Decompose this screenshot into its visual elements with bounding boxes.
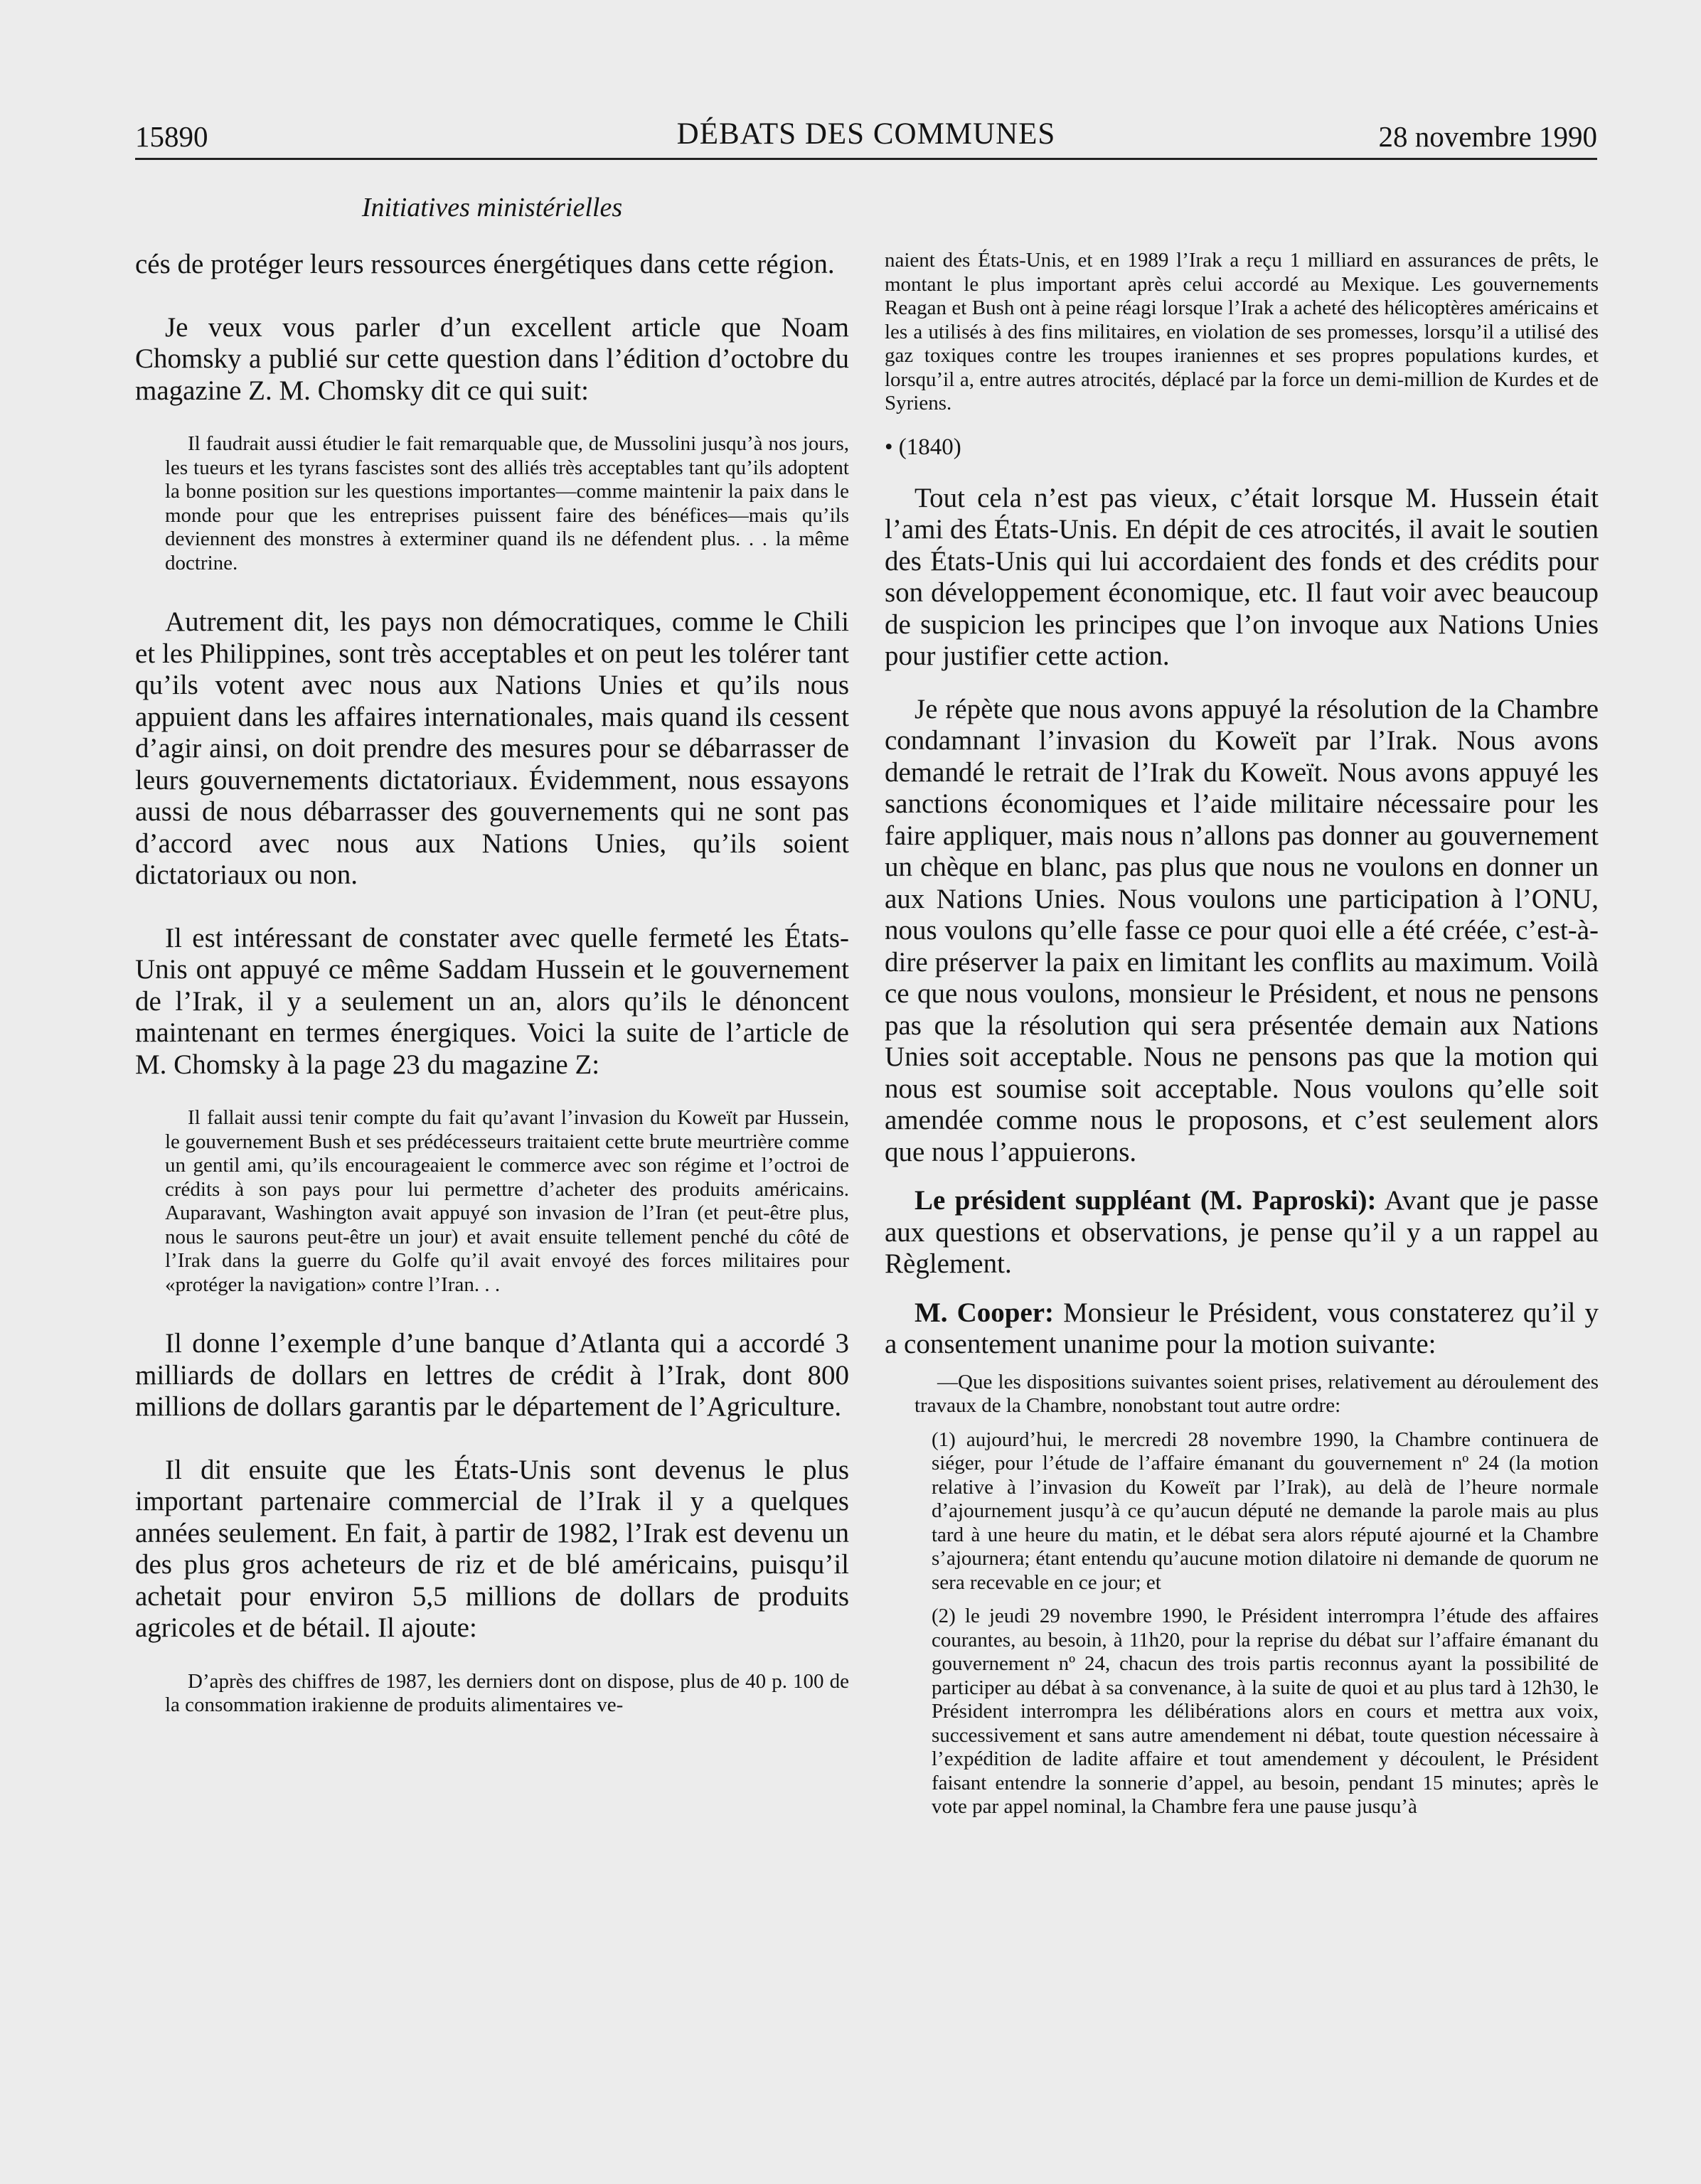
block-quote xyxy=(135,1106,849,1297)
quote-text: Il fallait aussi tenir compte du fait qu’avant l’invasion du Koweït par Hussein, le gouvernement Bush et ses prédécesseurs traitaient cette brute meurtrière comme un gentil ami, qu’ils encourageaient le commerce avec son régime et l’octroi de crédits à son pays pour lui permettre d’acheter des produits américains. Auparavant, Washington avait appuyé son invasion de l’Iran (et peut-être plus, nous le saurons peut-être un jour) et avait ensuite tellement penché du côté de l’Irak dans la guerre du Golfe qu’il avait envoyé des forces militaires pour «protéger la navigation» contre l’Iran. . . xyxy=(165,1106,849,1296)
paragraph: Autrement dit, les pays non démocratiques, comme le Chili et les Philippines, sont très acceptables et on peut les tolérer tant qu’ils votent avec nous aux Nations Unies et qu’ils nous appuient dans les affaires internationales, mais quand ils cessent d’agir ainsi, on doit prendre des mesures pour se débarrasser de leurs gouvernements dictatoriaux. Évidemment, nous essayons aussi de nous débarrasser des gouvernements qui ne sont pas d’accord avec nous aux Nations Unies, qu’ils soient dictatoriaux ou non. xyxy=(135,606,849,890)
motion-intro xyxy=(885,1371,1599,1418)
paragraph: Tout cela n’est pas vieux, c’était lorsque M. Hussein était l’ami des États-Unis. En dépit de ces atrocités, il avait le soutien des États-Unis qui lui accordaient des fonds et des crédits pour son développement économique, etc. Il faut voir avec beaucoup de suspicion les principes que l’on invoque aux Nations Unies pour justifier cette action. xyxy=(885,482,1599,671)
quote-text: —Que les dispositions suivantes soient prises, relativement au déroulement des travaux de la Chambre, nonobstant tout autre ordre: xyxy=(915,1370,1599,1417)
block-quote-continued: naient des États-Unis, et en 1989 l’Irak a reçu 1 milliard en assurances de prêts, le montant le plus important après celui accordé au Mexique. Les gouvernements Reagan et Bush ont à peine réagi lorsque l’Irak a acheté des hélicoptères américains et les a utilisés à des fins militaires, en violation de ses promesses, lorsqu’il a utilisé des gaz toxiques contre les troupes iraniennes et ses propres populations kurdes, et lorsqu’il a, entre autres atrocités, déplacé par la force un demi-million de Kurdes et de Syriens. xyxy=(885,249,1599,414)
motion-item: (2) le jeudi 29 novembre 1990, le Président interrompra l’étude des affaires courantes, au besoin, à 11h20, pour la reprise du débat sur l’affaire émanant du gouvernement nº 24, chacun des trois partis reconnus ayant la possibilité de participer au débat à sa convenance, à la suite de quoi et au plus tard à 12h30, le Président interrompra les délibérations alors en cours et mettra aux voix, successivement et sans autre amendement ni débat, toute question nécessaire à l’expédition de ladite affaire et tout amendement y découlent, le Président faisant entendre la sonnerie d’appel, au besoin, pendant 15 minutes; après le vote par appel nominal, la Chambre fera une pause jusqu’à xyxy=(932,1605,1599,1818)
publication-title: DÉBATS DES COMMUNES xyxy=(676,117,1056,151)
speaker-text: Monsieur le Président, vous constaterez qu’il y a consentement unanime pour la motion suivante: xyxy=(885,1297,1599,1359)
block-quote xyxy=(135,432,849,575)
section-title: Initiatives ministérielles xyxy=(361,193,623,223)
paragraph: cés de protéger leurs ressources énergétiques dans cette région. xyxy=(135,249,835,279)
speaker-name: M. Cooper: xyxy=(915,1297,1055,1328)
block-quote xyxy=(135,1670,849,1718)
paragraph: Je répète que nous avons appuyé la résolution de la Chambre condamnant l’invasion du Koweït par l’Irak. Nous avons demandé le retrait de l’Irak du Koweït. Nous avons appuyé les sanctions économiques et l’aide militaire nécessaire pour les faire appliquer, mais nous n’allons pas donner au gouvernement un chèque en blanc, pas plus que nous ne voulons en donner un aux Nations Unies. Nous voulons une participation à l’ONU, nous voulons qu’elle fasse ce pour quoi elle a été créée, c’est-à-dire préserver la paix en limitant les conflits au maximum. Voilà ce que nous voulons, monsieur le Président, et nous ne pensons pas que la résolution qui sera présentée demain aux Nations Unies soit acceptable. Nous ne pensons pas que la motion qui nous est soumise soit acceptable. Nous voulons qu’elle soit amendée comme nous le proposons, et c’est seulement alors que nous l’appuierons. xyxy=(885,693,1599,1167)
paragraph: Il est intéressant de constater avec quelle fermeté les États-Unis ont appuyé ce même Saddam Hussein et le gouvernement de l’Irak, il y a seulement un an, alors qu’ils le dénoncent maintenant en termes énergiques. Voici la suite de l’article de M. Chomsky à la page 23 du magazine Z: xyxy=(135,922,849,1080)
page-number: 15890 xyxy=(135,120,208,153)
speaker-text: Avant que je passe aux questions et observations, je pense qu’il y a un rappel au Règlement. xyxy=(885,1185,1599,1279)
publication-date: 28 novembre 1990 xyxy=(1378,120,1597,153)
page-header xyxy=(135,114,1597,156)
time-marker: • (1840) xyxy=(885,434,961,460)
quote-text: Il faudrait aussi étudier le fait remarquable que, de Mussolini jusqu’à nos jours, les tueurs et les tyrans fascistes sont des alliés très acceptables tant qu’ils adoptent la bonne position sur les questions importantes—comme maintenir la paix dans le monde pour que les entreprises puissent faire des bénéfices—mais qu’ils deviennent des monstres à exterminer quand ils ne défendent plus. . . la même doctrine. xyxy=(165,432,849,574)
paragraph: Il donne l’exemple d’une banque d’Atlanta qui a accordé 3 milliards de dollars en lettres de crédit à l’Irak, dont 800 millions de dollars garantis par le département de l’Agriculture. xyxy=(135,1328,849,1422)
motion-item: (1) aujourd’hui, le mercredi 28 novembre 1990, la Chambre continuera de siéger, pour l’étude de l’affaire émanant du gouvernement nº 24 (la motion relative à l’invasion du Koweït par l’Irak), au delà de l’heure normale d’ajournement jusqu’à ce qu’aucun député ne demande la parole mais au plus tard à une heure du matin, et le débat sera alors réputé ajourné et la Chambre s’ajournera; étant entendu qu’aucune motion dilatoire ni demande de quorum ne sera recevable en ce jour; et xyxy=(932,1428,1599,1594)
header-rule xyxy=(135,158,1597,160)
speaker-paragraph xyxy=(885,1297,1599,1361)
left-column xyxy=(135,249,849,1718)
paragraph: Il dit ensuite que les États-Unis sont devenus le plus important partenaire commercial de l’Irak il y a quelques années seulement. En fait, à partir de 1982, l’Irak est devenu un des plus gros acheteurs de riz et de blé américains, puisqu’il achetait pour environ 5,5 millions de dollars de produits agricoles et de bétail. Il ajoute: xyxy=(135,1454,849,1643)
paragraph: Je veux vous parler d’un excellent article que Noam Chomsky a publié sur cette question dans l’édition d’octobre du magazine Z. M. Chomsky dit ce qui suit: xyxy=(135,311,849,406)
speaker-paragraph xyxy=(885,1185,1599,1280)
speaker-name: Le président suppléant (M. Paproski): xyxy=(915,1185,1377,1216)
quote-text: D’après des chiffres de 1987, les derniers dont on dispose, plus de 40 p. 100 de la consommation irakienne de produits alimentaires ve- xyxy=(165,1669,849,1716)
right-column xyxy=(885,249,1599,1819)
